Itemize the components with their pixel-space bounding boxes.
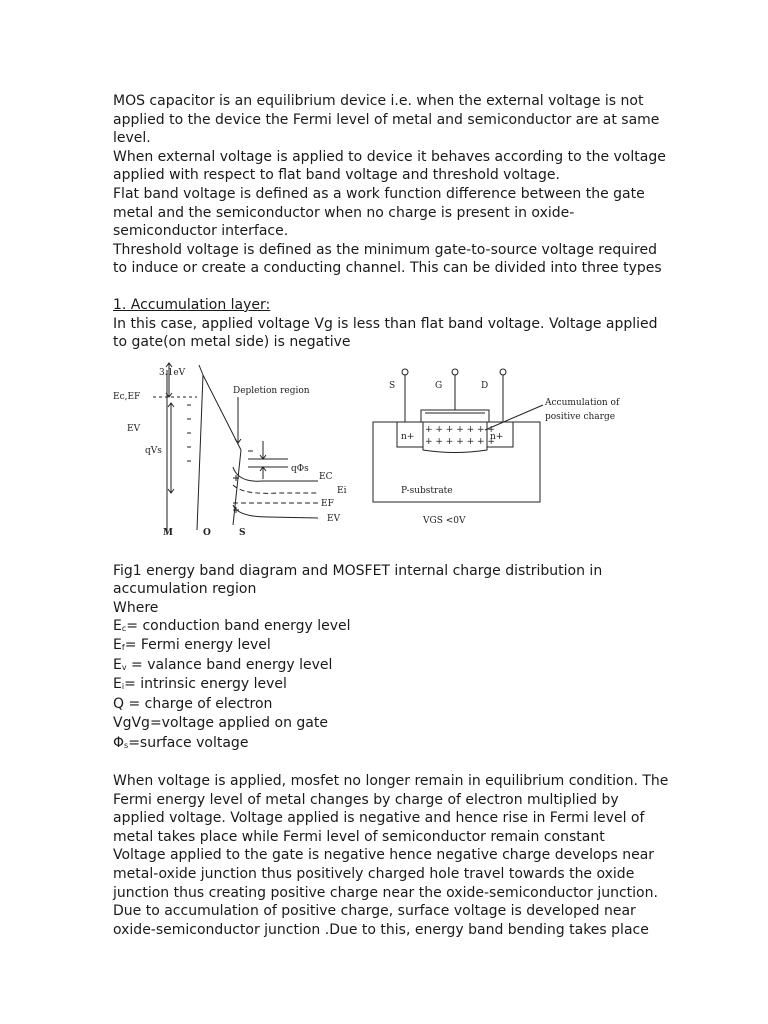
label-ef: EF <box>321 498 334 509</box>
oxide-left-boundary <box>197 375 203 530</box>
definition-symbol: E <box>113 656 122 673</box>
definition-text: = conduction band energy level <box>126 617 351 634</box>
intrinsic-level-curve <box>233 485 318 493</box>
valence-band-curve <box>233 505 318 518</box>
source-terminal <box>402 369 408 375</box>
label-accumulation-2: positive charge <box>545 411 616 422</box>
intro-paragraph-2: When external voltage is applied to device it behaves according to the voltage applied with respect to flat band voltage and threshold voltage. <box>113 148 666 184</box>
figure-svg <box>113 355 673 560</box>
label-ec-ef: Ec,EF <box>113 391 141 402</box>
label-accumulation-1: Accumulation of <box>545 397 620 408</box>
figure-caption: Fig1 energy band diagram and MOSFET internal charge distribution in accumulation region <box>113 562 603 598</box>
label-ei: Ei <box>337 485 347 496</box>
section-text-accumulation: In this case, applied voltage Vg is less than flat band voltage. Voltage applied to gate(on metal side) is negative <box>113 315 658 351</box>
label-m: M <box>163 527 173 538</box>
drain-terminal <box>500 369 506 375</box>
definition-subscript: c <box>121 623 127 633</box>
definition-symbol: Φ <box>113 734 125 751</box>
label-s: S <box>239 527 246 538</box>
label-n-plus-left: n+ <box>401 431 415 442</box>
label-terminal-s: S <box>389 380 396 391</box>
definition-item <box>113 618 673 638</box>
label-qvs: qVs <box>145 445 162 456</box>
label-31ev: 3.1eV <box>159 367 186 378</box>
intro-paragraph-3: Flat band voltage is defined as a work function difference between the gate metal and the semiconductor when no charge is present in oxide-semiconductor interface. <box>113 185 645 240</box>
definition-symbol: VgVg <box>113 715 150 731</box>
label-n-plus-right: n+ <box>490 431 504 442</box>
definition-item <box>113 637 673 657</box>
figure-diagrams <box>113 355 673 560</box>
label-terminal-d: D <box>481 380 489 391</box>
gate-terminal <box>452 369 458 375</box>
mosfet-labels <box>389 381 620 526</box>
definition-item <box>113 696 673 716</box>
label-terminal-g: G <box>435 380 443 391</box>
definition-symbol: Q <box>113 695 125 712</box>
definition-item <box>113 715 673 735</box>
definition-symbol: E <box>113 617 122 634</box>
definition-text: = charge of electron <box>124 695 273 712</box>
definition-list <box>113 618 673 755</box>
definition-item <box>113 735 673 755</box>
charge-row-1: + + + + + + + <box>425 424 495 435</box>
definition-text: = Fermi energy level <box>124 637 271 653</box>
body-paragraph-1: When voltage is applied, mosfet no longer remain in equilibrium condition. The Fermi energy level of metal changes by charge of electron multiplied by applied voltage. Voltage applied is negative and hence rise in Fermi level of metal takes place while Fermi level of semiconductor remain constant <box>113 773 669 845</box>
label-o: O <box>203 527 211 538</box>
body-paragraph-2: Voltage applied to the gate is negative hence negative charge develops near metal-oxide junction thus positively charged hole travel towards the oxide junction thus creating positive charge near the oxide-semiconductor junction. <box>113 847 658 901</box>
definition-subscript: s <box>124 740 129 750</box>
where-label: Where <box>113 599 159 616</box>
label-p-substrate: P-substrate <box>401 485 453 496</box>
intro-paragraph-4: Threshold voltage is defined as the minimum gate-to-source voltage required to induce or create a conducting channel. This can be divided into three types <box>113 241 662 277</box>
gate-oxide <box>421 410 489 422</box>
energy-band-labels <box>113 368 347 538</box>
definition-text: = valance band energy level <box>126 656 333 673</box>
definition-symbol: E <box>113 676 122 692</box>
label-qphis: qΦs <box>291 463 309 474</box>
label-ev-right: EV <box>327 513 341 524</box>
oxide-top-line <box>199 365 203 375</box>
definition-item <box>113 657 673 677</box>
definition-subscript: v <box>121 662 127 672</box>
definition-item <box>113 676 673 696</box>
body-paragraph-3: Due to accumulation of positive charge, surface voltage is developed near oxide-semiconductor junction .Due to this, energy band bending takes place <box>113 903 649 938</box>
mosfet-diagram <box>373 369 543 502</box>
charge-row-2: + + + + + + + <box>425 436 495 447</box>
definition-symbol: E <box>113 637 122 653</box>
label-vgs: VGS <0V <box>423 515 466 526</box>
section-heading-accumulation: 1. Accumulation layer: <box>113 296 271 313</box>
definition-subscript: i <box>121 682 125 691</box>
definition-text: =surface voltage <box>128 734 249 751</box>
label-ev: EV <box>127 423 141 434</box>
definition-text: =voltage applied on gate <box>149 715 328 731</box>
document-page <box>113 92 673 939</box>
definition-subscript: f <box>121 643 125 652</box>
label-depletion-region: Depletion region <box>233 385 310 396</box>
definition-text: = intrinsic energy level <box>124 676 287 692</box>
intro-paragraph-1: MOS capacitor is an equilibrium device i.e. when the external voltage is not applied to the device the Fermi level of metal and semiconductor are at same level. <box>113 93 660 147</box>
label-ec: EC <box>319 471 333 482</box>
